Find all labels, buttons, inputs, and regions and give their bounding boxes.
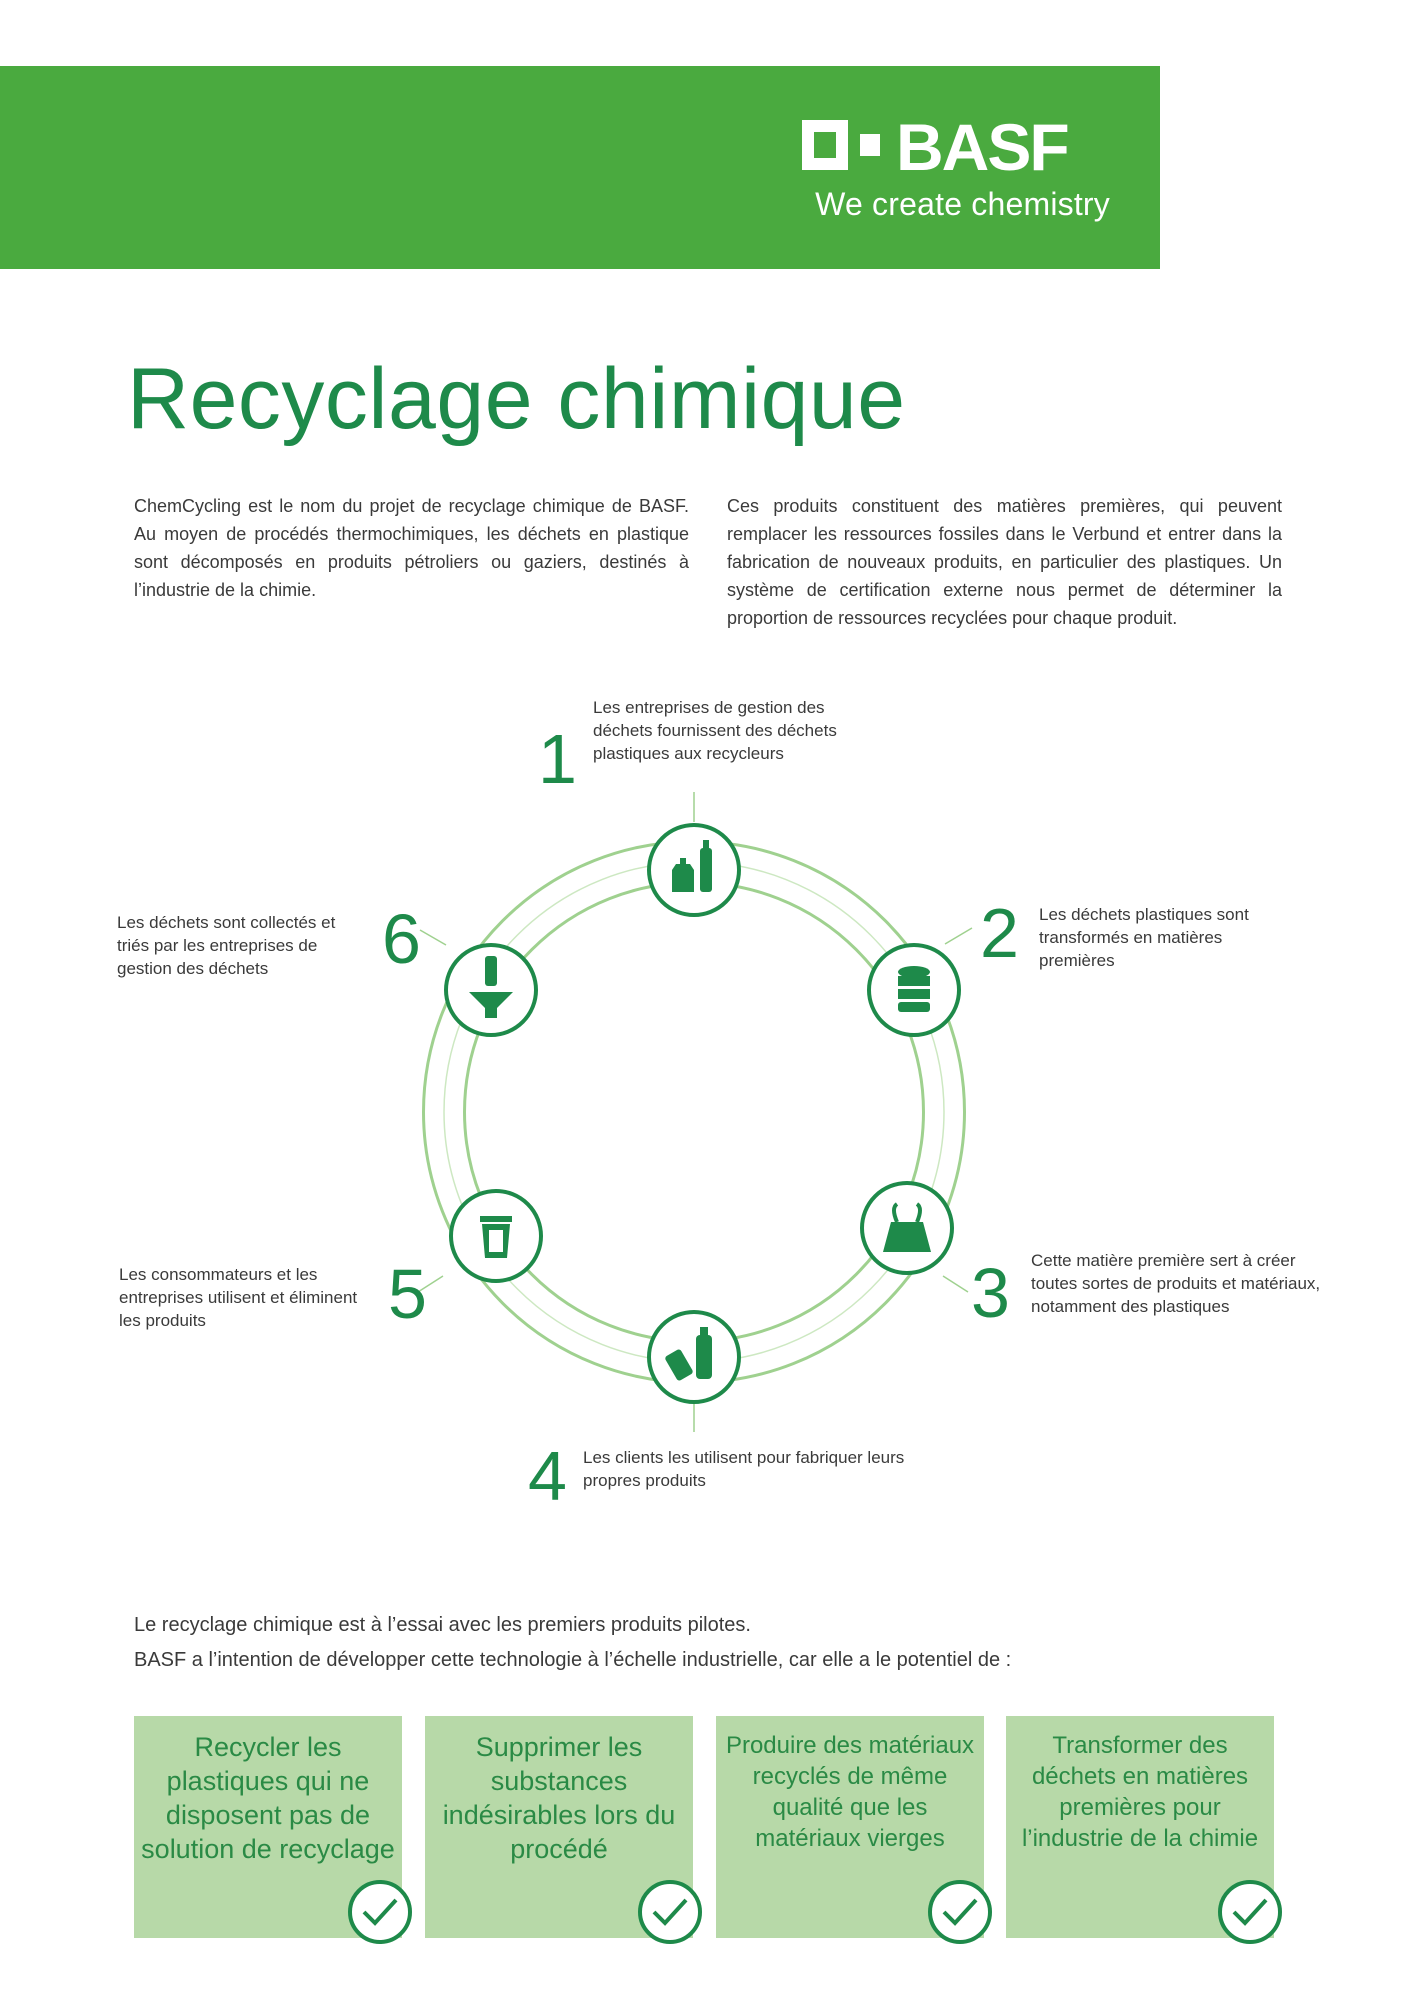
benefit-text-4: Transformer des déchets en matières premières pour l’industrie de la chimie (1021, 1732, 1259, 1852)
step-3-text: Cette matière première sert à créer toutes sortes de produits et matériaux, notamment des plastiques (1031, 1251, 1321, 1316)
barrels-icon (869, 945, 959, 1035)
intro-right: Ces produits constituent des matières premières, qui peuvent remplacer les ressources fossiles dans le Verbund et entrer dans la fabrication de nouveaux produits, en particulier des plastiques. Un système de certification externe nous permet de déterminer la proportion de ressources recyclées pour chaque produit. (727, 496, 1282, 628)
closing-line-1: Le recyclage chimique est à l’essai avec les premiers produits pilotes. (134, 1614, 751, 1636)
step-2-text: Les déchets plastiques sont transformés en matières premières (1039, 905, 1249, 970)
check-icon-3 (928, 1880, 992, 1944)
step-3-number: 3 (971, 1254, 1010, 1332)
products-icon (649, 1312, 739, 1402)
connector-6 (420, 930, 446, 945)
trash-bin-icon (451, 1191, 541, 1281)
plastic-bags-icon (862, 1183, 952, 1273)
step-5-number: 5 (388, 1255, 427, 1333)
step-1-number: 1 (538, 720, 577, 798)
brand-text: BASF (896, 112, 1068, 182)
benefit-text-2: Supprimer les substances indésirables lors du procédé (442, 1732, 676, 1864)
step-1-text: Les entreprises de gestion des déchets fournissent des déchets plastiques aux recycleurs (593, 698, 837, 763)
page-title: Recyclage chimique (127, 351, 906, 447)
bottles-icon (649, 825, 739, 915)
closing-line-2: BASF a l’intention de développer cette technologie à l’échelle industrielle, car elle a le potentiel de : (134, 1649, 1012, 1671)
step-6-text: Les déchets sont collectés et triés par les entreprises de gestion des déchets (117, 913, 336, 978)
step-6-number: 6 (382, 900, 421, 978)
check-icon-2 (638, 1880, 702, 1944)
step-4-text: Les clients les utilisent pour fabriquer leurs propres produits (583, 1448, 905, 1490)
connector-3 (943, 1276, 968, 1292)
step-4-number: 4 (528, 1437, 567, 1515)
benefit-text-3: Produire des matériaux recyclés de même qualité que les matériaux vierges (725, 1732, 975, 1852)
check-icon-1 (348, 1880, 412, 1944)
connector-2 (945, 928, 972, 944)
ring-fill (444, 862, 944, 1362)
step-2-number: 2 (980, 894, 1019, 972)
check-icon-4 (1218, 1880, 1282, 1944)
sorting-funnel-icon (446, 945, 536, 1035)
tagline: We create chemistry (815, 186, 1110, 222)
closing-text (134, 1608, 1011, 1678)
benefit-text-1: Recycler les plastiques qui ne disposent pas de solution de recyclage (141, 1732, 395, 1864)
step-5-text: Les consommateurs et les entreprises utilisent et éliminent les produits (119, 1265, 358, 1330)
intro-left: ChemCycling est le nom du projet de recyclage chimique de BASF. Au moyen de procédés thermochimiques, les déchets en plastique sont décomposés en produits pétroliers ou gaziers, destinés à l’industrie de la chimie. (134, 496, 689, 600)
